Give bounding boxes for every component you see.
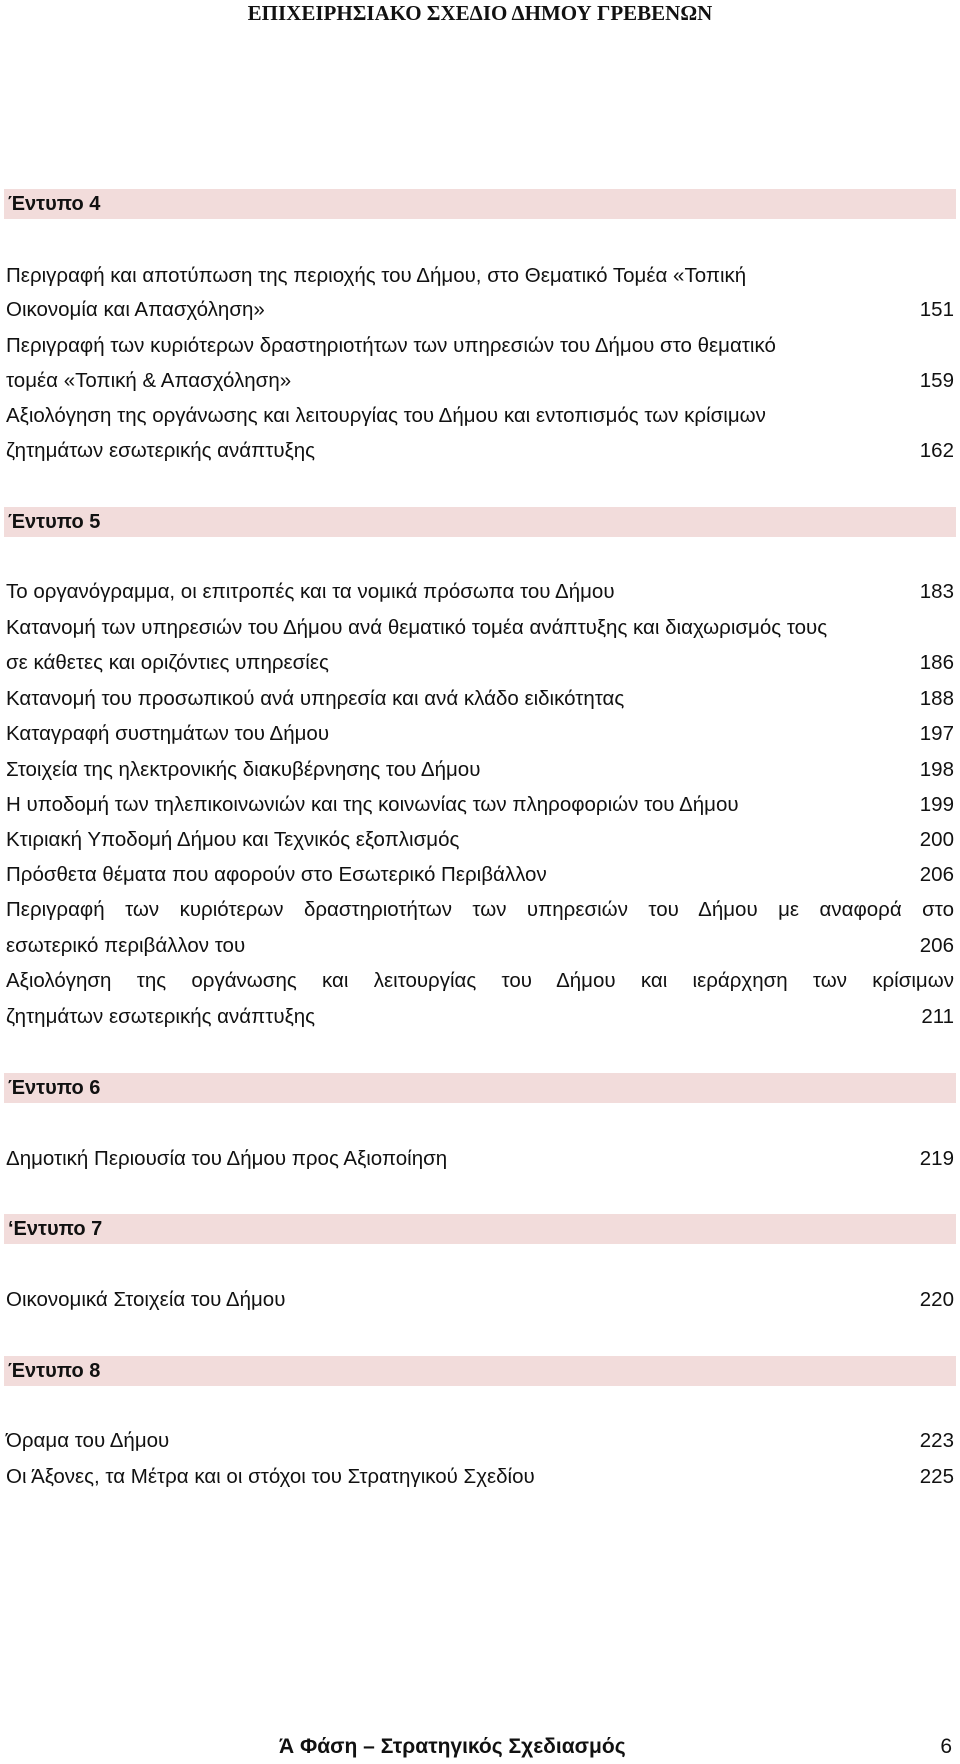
toc-entry[interactable] xyxy=(6,1283,954,1317)
toc-entry[interactable] xyxy=(6,434,954,468)
toc-entry-page: 151 xyxy=(919,298,954,321)
toc-entry-text: Αξιολόγηση της οργάνωσης και λειτουργίας του Δήμου και ιεράρχηση των κρίσιμων xyxy=(6,969,954,992)
toc-entry-text: Στοιχεία της ηλεκτρονικής διακυβέρνησης του Δήμου xyxy=(6,758,481,781)
toc-entry[interactable] xyxy=(6,788,954,822)
toc-entry-text: Περιγραφή και αποτύπωση της περιοχής του Δήμου, στο Θεματικό Τομέα «Τοπική xyxy=(6,264,747,287)
toc-entry-text: εσωτερικό περιβάλλον του xyxy=(6,934,246,957)
toc-entry-page: 197 xyxy=(919,722,954,745)
toc-entry-page: 206 xyxy=(919,863,954,886)
toc-entry-text: Το οργανόγραμμα, οι επιτροπές και τα νομικά πρόσωπα του Δήμου xyxy=(6,580,615,603)
section-heading-4: Έντυπο 4 xyxy=(4,189,956,219)
toc-entry-text: Κατανομή του προσωπικού ανά υπηρεσία και ανά κλάδο ειδικότητας xyxy=(6,687,625,710)
toc-entry-text: Αξιολόγηση της οργάνωσης και λειτουργίας του Δήμου και εντοπισμός των κρίσιμων xyxy=(6,404,766,427)
toc-entry-text: ζητημάτων εσωτερικής ανάπτυξης xyxy=(6,1005,316,1028)
page-number: 6 xyxy=(940,1735,952,1758)
toc-entry-text: ζητημάτων εσωτερικής ανάπτυξης xyxy=(6,439,316,462)
toc-entry[interactable] xyxy=(6,893,954,927)
section-heading-7: ‘Εντυπο 7 xyxy=(4,1214,956,1244)
toc-entry-page: 162 xyxy=(919,439,954,462)
toc-entry-text: Καταγραφή συστημάτων του Δήμου xyxy=(6,722,330,745)
toc-entry-text: Οικονομία και Απασχόληση» xyxy=(6,298,265,321)
toc-entry[interactable] xyxy=(6,858,954,892)
toc-entry-page: 225 xyxy=(919,1465,954,1488)
toc-entry-page: 223 xyxy=(919,1429,954,1452)
toc-entry-page: 186 xyxy=(919,651,954,674)
toc-entry-page: 198 xyxy=(919,758,954,781)
running-header: ΕΠΙΧΕΙΡΗΣΙΑΚΟ ΣΧΕΔΙΟ ΔΗΜΟΥ ΓΡΕΒΕΝΩΝ xyxy=(247,1,713,25)
toc-entry[interactable] xyxy=(6,399,954,433)
toc-entry[interactable] xyxy=(6,1000,954,1034)
toc-entry[interactable] xyxy=(6,823,954,857)
toc-entry-page: 159 xyxy=(919,369,954,392)
toc-entry-text: Η υποδομή των τηλεπικοινωνιών και της κοινωνίας των πληροφοριών του Δήμου xyxy=(6,793,739,816)
toc-entry-page: 219 xyxy=(919,1147,954,1170)
toc-entry-text: Δημοτική Περιουσία του Δήμου προς Αξιοποίηση xyxy=(6,1147,448,1170)
toc-entry-text: Πρόσθετα θέματα που αφορούν στο Εσωτερικό Περιβάλλον xyxy=(6,863,547,886)
footer-phase-title: Ά Φάση – Στρατηγικός Σχεδιασμός xyxy=(279,1735,626,1758)
toc-entry-text: Περιγραφή των κυριότερων δραστηριοτήτων των υπηρεσιών του Δήμου στο θεματικό xyxy=(6,334,776,357)
toc-entry[interactable] xyxy=(6,682,954,716)
page-footer xyxy=(0,1730,960,1764)
toc-entry[interactable] xyxy=(6,575,954,609)
toc-entry[interactable] xyxy=(6,753,954,787)
toc-entry[interactable] xyxy=(6,1424,954,1458)
toc-entry-text: Όραμα του Δήμου xyxy=(6,1429,170,1452)
toc-entry-text: τομέα «Τοπική & Απασχόληση» xyxy=(6,369,292,392)
toc-entry[interactable] xyxy=(6,329,954,363)
toc-entry[interactable] xyxy=(6,293,954,327)
toc-entry-text: Κατανομή των υπηρεσιών του Δήμου ανά θεματικό τομέα ανάπτυξης και διαχωρισμός τους xyxy=(6,616,828,639)
toc-entry-page: 188 xyxy=(919,687,954,710)
toc-entry[interactable] xyxy=(6,364,954,398)
toc-entry[interactable] xyxy=(6,259,954,293)
toc-entry[interactable] xyxy=(6,964,954,998)
toc-entry-text: Οικονομικά Στοιχεία του Δήμου xyxy=(6,1288,286,1311)
toc-entry-text: Περιγραφή των κυριότερων δραστηριοτήτων των υπηρεσιών του Δήμου με αναφορά στο xyxy=(6,898,954,921)
toc-entry-text: Κτιριακή Υποδομή Δήμου και Τεχνικός εξοπλισμός xyxy=(6,828,460,851)
toc-entry-page: 183 xyxy=(919,580,954,603)
toc-entry-text: Οι Άξονες, τα Μέτρα και οι στόχοι του Στρατηγικού Σχεδίου xyxy=(6,1465,535,1488)
section-heading-6: Έντυπο 6 xyxy=(4,1073,956,1103)
toc-entry[interactable] xyxy=(6,1142,954,1176)
toc-entry-text: σε κάθετες και οριζόντιες υπηρεσίες xyxy=(6,651,329,674)
toc-entry[interactable] xyxy=(6,1460,954,1494)
toc-entry-page: 220 xyxy=(919,1288,954,1311)
toc-entry-page: 206 xyxy=(919,934,954,957)
toc-entry-page: 211 xyxy=(921,1005,954,1028)
toc-entry-page: 199 xyxy=(919,793,954,816)
toc-entry[interactable] xyxy=(6,646,954,680)
toc-entry[interactable] xyxy=(6,929,954,963)
section-heading-5: Έντυπο 5 xyxy=(4,507,956,537)
section-heading-8: Έντυπο 8 xyxy=(4,1356,956,1386)
toc-entry[interactable] xyxy=(6,611,954,645)
toc-entry[interactable] xyxy=(6,717,954,751)
toc-entry-page: 200 xyxy=(919,828,954,851)
